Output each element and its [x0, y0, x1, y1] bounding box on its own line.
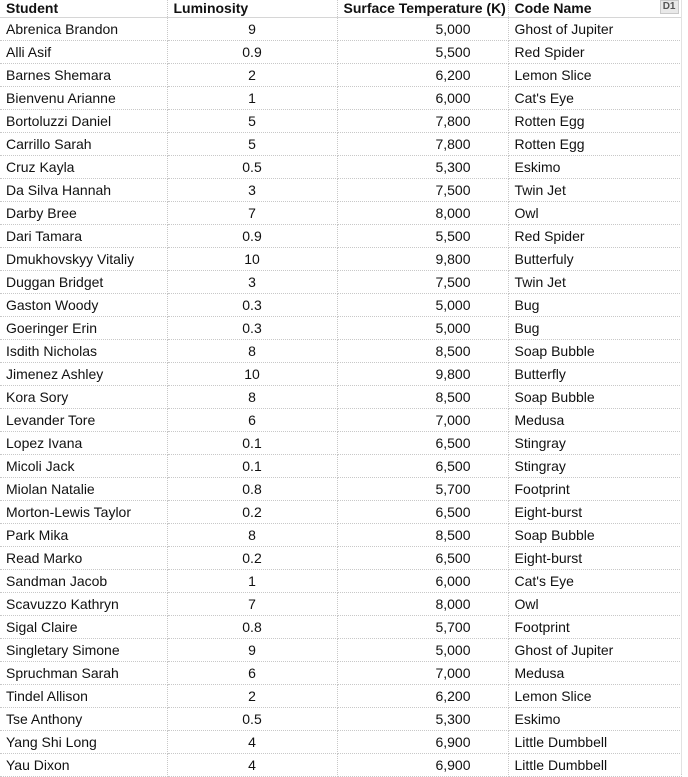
cell-luminosity[interactable]: 9 — [167, 638, 337, 661]
cell-surface-temperature[interactable]: 5,000 — [337, 17, 508, 40]
cell-surface-temperature[interactable]: 7,000 — [337, 661, 508, 684]
cell-surface-temperature[interactable]: 6,000 — [337, 569, 508, 592]
cell-luminosity[interactable]: 2 — [167, 63, 337, 86]
table-row — [0, 362, 681, 385]
cell-luminosity[interactable]: 0.2 — [167, 546, 337, 569]
table-row — [0, 753, 681, 776]
cell-student[interactable]: Read Marko — [0, 546, 167, 569]
cell-code-name[interactable]: Little Dumbbell — [508, 753, 681, 776]
cell-surface-temperature[interactable]: 6,900 — [337, 730, 508, 753]
cell-code-name[interactable]: Stingray — [508, 454, 681, 477]
cell-code-name[interactable]: Butterfly — [508, 362, 681, 385]
table-row — [0, 40, 681, 63]
cell-student[interactable]: Alli Asif — [0, 40, 167, 63]
table-row — [0, 408, 681, 431]
cell-luminosity[interactable]: 9 — [167, 17, 337, 40]
cell-student[interactable]: Gaston Woody — [0, 293, 167, 316]
table-row — [0, 270, 681, 293]
header-surface-temperature[interactable]: Surface Temperature (K) — [337, 0, 508, 17]
cell-code-name[interactable]: Stingray — [508, 431, 681, 454]
cell-luminosity[interactable]: 4 — [167, 730, 337, 753]
cell-student[interactable]: Bortoluzzi Daniel — [0, 109, 167, 132]
cell-surface-temperature[interactable]: 8,500 — [337, 523, 508, 546]
cell-code-name[interactable]: Footprint — [508, 615, 681, 638]
table-row — [0, 454, 681, 477]
cell-surface-temperature[interactable]: 7,800 — [337, 109, 508, 132]
cell-luminosity[interactable]: 10 — [167, 247, 337, 270]
table-row — [0, 201, 681, 224]
table-row — [0, 86, 681, 109]
cell-code-name[interactable]: Cat's Eye — [508, 569, 681, 592]
table-row — [0, 109, 681, 132]
cell-surface-temperature[interactable]: 6,200 — [337, 63, 508, 86]
cell-luminosity[interactable]: 5 — [167, 132, 337, 155]
cell-student[interactable]: Dmukhovskyy Vitaliy — [0, 247, 167, 270]
cell-surface-temperature[interactable]: 9,800 — [337, 362, 508, 385]
table-row — [0, 546, 681, 569]
cell-surface-temperature[interactable]: 6,500 — [337, 546, 508, 569]
cell-student[interactable]: Kora Sory — [0, 385, 167, 408]
cell-student[interactable]: Cruz Kayla — [0, 155, 167, 178]
cell-code-name[interactable]: Ghost of Jupiter — [508, 638, 681, 661]
table-row — [0, 500, 681, 523]
table-row — [0, 293, 681, 316]
cell-student[interactable]: Dari Tamara — [0, 224, 167, 247]
cell-student[interactable]: Scavuzzo Kathryn — [0, 592, 167, 615]
cell-student[interactable]: Park Mika — [0, 523, 167, 546]
cell-luminosity[interactable]: 0.1 — [167, 454, 337, 477]
cell-reference-badge: D1 — [660, 0, 679, 14]
cell-student[interactable]: Micoli Jack — [0, 454, 167, 477]
cell-student[interactable]: Yang Shi Long — [0, 730, 167, 753]
cell-student[interactable]: Sigal Claire — [0, 615, 167, 638]
cell-surface-temperature[interactable]: 7,500 — [337, 178, 508, 201]
cell-student[interactable]: Darby Bree — [0, 201, 167, 224]
table-row — [0, 638, 681, 661]
cell-luminosity[interactable]: 3 — [167, 270, 337, 293]
table-row — [0, 178, 681, 201]
cell-surface-temperature[interactable]: 6,500 — [337, 431, 508, 454]
cell-student[interactable]: Levander Tore — [0, 408, 167, 431]
cell-luminosity[interactable]: 0.5 — [167, 155, 337, 178]
cell-surface-temperature[interactable]: 5,000 — [337, 316, 508, 339]
cell-code-name[interactable]: Soap Bubble — [508, 339, 681, 362]
header-luminosity[interactable]: Luminosity — [167, 0, 337, 17]
cell-student[interactable]: Tse Anthony — [0, 707, 167, 730]
table-row — [0, 707, 681, 730]
cell-luminosity[interactable]: 1 — [167, 86, 337, 109]
table-row — [0, 569, 681, 592]
cell-surface-temperature[interactable]: 8,500 — [337, 385, 508, 408]
table-row — [0, 316, 681, 339]
cell-code-name[interactable]: Lemon Slice — [508, 63, 681, 86]
cell-code-name[interactable]: Owl — [508, 201, 681, 224]
table-row — [0, 155, 681, 178]
cell-code-name[interactable]: Bug — [508, 316, 681, 339]
cell-student[interactable]: Singletary Simone — [0, 638, 167, 661]
cell-luminosity[interactable]: 0.3 — [167, 316, 337, 339]
cell-luminosity[interactable]: 2 — [167, 684, 337, 707]
cell-code-name[interactable]: Rotten Egg — [508, 132, 681, 155]
cell-code-name[interactable]: Footprint — [508, 477, 681, 500]
cell-surface-temperature[interactable]: 5,500 — [337, 224, 508, 247]
cell-luminosity[interactable]: 1 — [167, 569, 337, 592]
cell-luminosity[interactable]: 8 — [167, 523, 337, 546]
cell-code-name[interactable]: Lemon Slice — [508, 684, 681, 707]
cell-surface-temperature[interactable]: 6,000 — [337, 86, 508, 109]
table-row — [0, 63, 681, 86]
cell-code-name[interactable]: Bug — [508, 293, 681, 316]
cell-surface-temperature[interactable]: 7,800 — [337, 132, 508, 155]
cell-code-name[interactable]: Eskimo — [508, 707, 681, 730]
cell-surface-temperature[interactable]: 5,700 — [337, 477, 508, 500]
table-row — [0, 132, 681, 155]
cell-student[interactable]: Carrillo Sarah — [0, 132, 167, 155]
cell-luminosity[interactable]: 6 — [167, 661, 337, 684]
cell-luminosity[interactable]: 0.9 — [167, 224, 337, 247]
sheet-right-edge — [681, 0, 688, 774]
cell-surface-temperature[interactable]: 6,500 — [337, 454, 508, 477]
cell-luminosity[interactable]: 6 — [167, 408, 337, 431]
header-code-name[interactable] — [508, 0, 681, 17]
cell-surface-temperature[interactable]: 5,000 — [337, 638, 508, 661]
cell-code-name[interactable]: Little Dumbbell — [508, 730, 681, 753]
cell-luminosity[interactable]: 0.8 — [167, 615, 337, 638]
cell-surface-temperature[interactable]: 6,200 — [337, 684, 508, 707]
cell-code-name[interactable]: Rotten Egg — [508, 109, 681, 132]
cell-luminosity[interactable]: 0.8 — [167, 477, 337, 500]
table-body — [0, 17, 681, 776]
cell-student[interactable]: Morton-Lewis Taylor — [0, 500, 167, 523]
cell-luminosity[interactable]: 0.3 — [167, 293, 337, 316]
table-row — [0, 224, 681, 247]
cell-code-name[interactable]: Twin Jet — [508, 178, 681, 201]
cell-student[interactable]: Isdith Nicholas — [0, 339, 167, 362]
table-row — [0, 661, 681, 684]
cell-student[interactable]: Jimenez Ashley — [0, 362, 167, 385]
cell-surface-temperature[interactable]: 9,800 — [337, 247, 508, 270]
cell-luminosity[interactable]: 3 — [167, 178, 337, 201]
cell-code-name[interactable]: Twin Jet — [508, 270, 681, 293]
table-row — [0, 385, 681, 408]
cell-luminosity[interactable]: 10 — [167, 362, 337, 385]
cell-student[interactable]: Bienvenu Arianne — [0, 86, 167, 109]
cell-code-name[interactable]: Red Spider — [508, 224, 681, 247]
table-row — [0, 592, 681, 615]
table-row — [0, 431, 681, 454]
cell-code-name[interactable]: Eight-burst — [508, 500, 681, 523]
cell-luminosity[interactable]: 0.1 — [167, 431, 337, 454]
cell-surface-temperature[interactable]: 5,700 — [337, 615, 508, 638]
cell-student[interactable]: Da Silva Hannah — [0, 178, 167, 201]
cell-code-name[interactable]: Soap Bubble — [508, 385, 681, 408]
cell-student[interactable]: Duggan Bridget — [0, 270, 167, 293]
cell-code-name[interactable]: Medusa — [508, 408, 681, 431]
table-row — [0, 523, 681, 546]
table-row — [0, 339, 681, 362]
table-row — [0, 17, 681, 40]
cell-student[interactable]: Barnes Shemara — [0, 63, 167, 86]
cell-code-name[interactable]: Medusa — [508, 661, 681, 684]
cell-code-name[interactable]: Ghost of Jupiter — [508, 17, 681, 40]
table-row — [0, 615, 681, 638]
cell-code-name[interactable]: Red Spider — [508, 40, 681, 63]
cell-student[interactable]: Tindel Allison — [0, 684, 167, 707]
header-student[interactable]: Student — [0, 0, 167, 17]
cell-luminosity[interactable]: 5 — [167, 109, 337, 132]
cell-code-name[interactable]: Soap Bubble — [508, 523, 681, 546]
cell-luminosity[interactable]: 4 — [167, 753, 337, 776]
cell-surface-temperature[interactable]: 5,500 — [337, 40, 508, 63]
cell-code-name[interactable]: Butterfuly — [508, 247, 681, 270]
cell-student[interactable]: Sandman Jacob — [0, 569, 167, 592]
cell-student[interactable]: Miolan Natalie — [0, 477, 167, 500]
cell-student[interactable]: Goeringer Erin — [0, 316, 167, 339]
table-row — [0, 730, 681, 753]
header-code-name-label: Code Name — [514, 0, 592, 16]
cell-surface-temperature[interactable]: 6,900 — [337, 753, 508, 776]
cell-code-name[interactable]: Owl — [508, 592, 681, 615]
cell-student[interactable]: Abrenica Brandon — [0, 17, 167, 40]
table-row — [0, 477, 681, 500]
cell-surface-temperature[interactable]: 7,500 — [337, 270, 508, 293]
cell-surface-temperature[interactable]: 8,500 — [337, 339, 508, 362]
cell-student[interactable]: Yau Dixon — [0, 753, 167, 776]
cell-luminosity[interactable]: 0.9 — [167, 40, 337, 63]
cell-surface-temperature[interactable]: 5,000 — [337, 293, 508, 316]
cell-luminosity[interactable]: 7 — [167, 201, 337, 224]
header-row — [0, 0, 681, 17]
cell-surface-temperature[interactable]: 5,300 — [337, 155, 508, 178]
cell-surface-temperature[interactable]: 5,300 — [337, 707, 508, 730]
cell-luminosity[interactable]: 8 — [167, 339, 337, 362]
cell-surface-temperature[interactable]: 8,000 — [337, 592, 508, 615]
cell-surface-temperature[interactable]: 7,000 — [337, 408, 508, 431]
cell-code-name[interactable]: Eight-burst — [508, 546, 681, 569]
cell-surface-temperature[interactable]: 6,500 — [337, 500, 508, 523]
cell-code-name[interactable]: Cat's Eye — [508, 86, 681, 109]
table-row — [0, 684, 681, 707]
cell-code-name[interactable]: Eskimo — [508, 155, 681, 178]
cell-luminosity[interactable]: 0.2 — [167, 500, 337, 523]
table-row — [0, 247, 681, 270]
cell-luminosity[interactable]: 7 — [167, 592, 337, 615]
cell-student[interactable]: Spruchman Sarah — [0, 661, 167, 684]
cell-luminosity[interactable]: 8 — [167, 385, 337, 408]
cell-student[interactable]: Lopez Ivana — [0, 431, 167, 454]
cell-luminosity[interactable]: 0.5 — [167, 707, 337, 730]
cell-surface-temperature[interactable]: 8,000 — [337, 201, 508, 224]
